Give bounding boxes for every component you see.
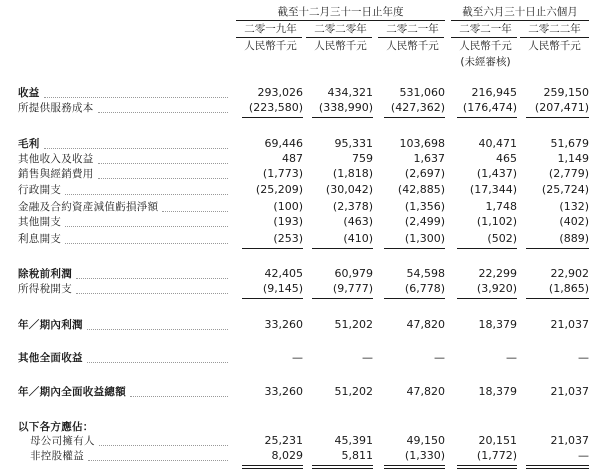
cell-value: (207,471) [534, 101, 589, 114]
column-total-rule [242, 117, 303, 118]
cell-value: 51,679 [550, 137, 589, 150]
column-total-rule-double [242, 468, 303, 469]
header-group-interim-rule [451, 20, 589, 21]
row-label: 除稅前利潤 [18, 268, 72, 280]
header-group-interim: 截至六月三十日止六個月 [462, 6, 578, 18]
column-total-rule [312, 248, 373, 249]
row-label: 非控股權益 [30, 450, 84, 462]
cell-value: (1,818) [332, 167, 373, 180]
cell-value: 54,598 [406, 267, 445, 280]
cell-value: 22,902 [550, 267, 589, 280]
row-label: 所得稅開支 [18, 283, 72, 295]
row-leader-dots [65, 242, 228, 244]
cell-value: (25,724) [541, 183, 589, 196]
column-total-rule-double [457, 468, 517, 469]
cell-value: (30,042) [325, 183, 373, 196]
column-total-rule-double [384, 468, 445, 469]
cell-value: 8,029 [271, 449, 303, 462]
cell-value: 216,945 [471, 86, 517, 99]
cell-value: 40,471 [478, 137, 517, 150]
cell-value: (1,330) [404, 449, 445, 462]
cell-value: (2,499) [404, 215, 445, 228]
cell-value: (253) [273, 232, 303, 245]
row-leader-dots [98, 177, 228, 179]
row-leader-dots [87, 328, 228, 330]
cell-value: 49,150 [406, 434, 445, 447]
cell-value: — [292, 351, 303, 364]
header-year-rule-4 [520, 37, 589, 38]
cell-value: 103,698 [399, 137, 445, 150]
cell-value: (427,362) [390, 101, 445, 114]
cell-value: (402) [559, 215, 589, 228]
row-leader-dots [44, 96, 228, 98]
row-label: 毛利 [18, 138, 40, 150]
cell-value: 47,820 [406, 385, 445, 398]
column-total-rule [526, 465, 589, 466]
column-total-rule [457, 248, 517, 249]
column-total-rule [384, 248, 445, 249]
row-leader-dots [44, 147, 228, 149]
cell-value: (176,474) [462, 101, 517, 114]
cell-value: (463) [343, 215, 373, 228]
column-total-rule [384, 298, 445, 299]
cell-value: — [578, 449, 589, 462]
cell-value: (223,580) [248, 101, 303, 114]
cell-value: 487 [282, 152, 303, 165]
cell-value: 33,260 [264, 318, 303, 331]
cell-value: 60,979 [334, 267, 373, 280]
cell-value: 95,331 [334, 137, 373, 150]
cell-value: 1,748 [485, 200, 517, 213]
row-label: 年／期內利潤 [18, 319, 83, 331]
cell-value: (193) [273, 215, 303, 228]
cell-value: (2,697) [404, 167, 445, 180]
row-label: 行政開支 [18, 184, 62, 196]
cell-value: (3,920) [476, 282, 517, 295]
row-label: 利息開支 [18, 233, 62, 245]
cell-value: 259,150 [543, 86, 589, 99]
column-total-rule [526, 117, 589, 118]
header-year-3: 二零二一年 [459, 23, 512, 35]
column-total-rule [384, 117, 445, 118]
header-unit-0: 人民幣千元 [244, 40, 297, 52]
cell-value: 42,405 [264, 267, 303, 280]
cell-value: 5,811 [341, 449, 373, 462]
row-leader-dots [87, 361, 228, 363]
cell-value: 22,299 [478, 267, 517, 280]
cell-value: (1,356) [404, 200, 445, 213]
header-group-annual-rule [236, 20, 445, 21]
row-leader-dots [99, 444, 228, 446]
cell-value: 45,391 [334, 434, 373, 447]
cell-value: 759 [352, 152, 373, 165]
column-total-rule [457, 298, 517, 299]
header-unit-4: 人民幣千元 [528, 40, 581, 52]
header-year-rule-0 [236, 37, 302, 38]
row-label: 收益 [18, 87, 40, 99]
cell-value: (410) [343, 232, 373, 245]
cell-value: 293,026 [257, 86, 303, 99]
header-year-0: 二零一九年 [244, 23, 297, 35]
row-leader-dots [76, 292, 228, 294]
cell-value: 21,037 [550, 434, 589, 447]
cell-value: 47,820 [406, 318, 445, 331]
cell-value: (100) [273, 200, 303, 213]
cell-value: 69,446 [264, 137, 303, 150]
cell-value: (1,102) [476, 215, 517, 228]
header-unaudited: (未經審核) [460, 56, 511, 68]
column-total-rule [312, 465, 373, 466]
column-total-rule [526, 298, 589, 299]
cell-value: (1,437) [476, 167, 517, 180]
header-year-2: 二零二一年 [386, 23, 439, 35]
row-leader-dots [98, 111, 228, 113]
cell-value: 1,637 [413, 152, 445, 165]
cell-value: 434,321 [327, 86, 373, 99]
row-leader-dots [130, 395, 228, 397]
cell-value: (6,778) [404, 282, 445, 295]
column-total-rule [457, 117, 517, 118]
row-label: 其他全面收益 [18, 352, 83, 364]
cell-value: (9,777) [332, 282, 373, 295]
cell-value: 33,260 [264, 385, 303, 398]
column-total-rule [526, 248, 589, 249]
row-label: 所提供服務成本 [18, 102, 94, 114]
cell-value: (1,300) [404, 232, 445, 245]
header-group-annual: 截至十二月三十一日止年度 [277, 6, 404, 18]
cell-value: 25,231 [264, 434, 303, 447]
row-label: 年／期內全面收益總額 [18, 386, 126, 398]
cell-value: (9,145) [262, 282, 303, 295]
cell-value: 20,151 [478, 434, 517, 447]
cell-value: 21,037 [550, 318, 589, 331]
header-year-rule-1 [306, 37, 372, 38]
row-label: 銷售與經銷費用 [18, 168, 94, 180]
row-leader-dots [65, 225, 228, 227]
cell-value: 21,037 [550, 385, 589, 398]
column-total-rule [312, 298, 373, 299]
header-unit-1: 人民幣千元 [314, 40, 367, 52]
cell-value: (338,990) [318, 101, 373, 114]
column-total-rule [384, 465, 445, 466]
row-label: 金融及合約資產減值虧損淨額 [18, 201, 159, 213]
cell-value: (17,344) [469, 183, 517, 196]
cell-value: — [506, 351, 517, 364]
cell-value: 18,379 [478, 318, 517, 331]
cell-value: 465 [496, 152, 517, 165]
cell-value: 51,202 [334, 318, 373, 331]
cell-value: — [434, 351, 445, 364]
row-leader-dots [98, 162, 228, 164]
cell-value: (502) [487, 232, 517, 245]
cell-value: (2,779) [548, 167, 589, 180]
cell-value: (1,773) [262, 167, 303, 180]
column-total-rule [242, 298, 303, 299]
cell-value: 18,379 [478, 385, 517, 398]
row-label: 其他開支 [18, 216, 62, 228]
row-leader-dots [88, 459, 228, 461]
row-label: 母公司擁有人 [30, 435, 95, 447]
column-total-rule [242, 248, 303, 249]
row-leader-dots [162, 210, 228, 212]
header-unit-3: 人民幣千元 [459, 40, 512, 52]
row-leader-dots [76, 277, 228, 279]
header-unit-2: 人民幣千元 [386, 40, 439, 52]
cell-value: (132) [559, 200, 589, 213]
cell-value: 531,060 [399, 86, 445, 99]
column-total-rule [457, 465, 517, 466]
cell-value: (42,885) [397, 183, 445, 196]
cell-value: (1,865) [548, 282, 589, 295]
cell-value: 1,149 [557, 152, 589, 165]
row-label: 以下各方應佔： [18, 421, 94, 433]
cell-value: — [578, 351, 589, 364]
cell-value: (25,209) [255, 183, 303, 196]
cell-value: (889) [559, 232, 589, 245]
cell-value: — [362, 351, 373, 364]
column-total-rule-double [312, 468, 373, 469]
cell-value: (2,378) [332, 200, 373, 213]
column-total-rule-double [526, 468, 589, 469]
header-year-rule-2 [378, 37, 444, 38]
column-total-rule [242, 465, 303, 466]
header-year-1: 二零二零年 [314, 23, 367, 35]
header-year-4: 二零二二年 [528, 23, 581, 35]
column-total-rule [312, 117, 373, 118]
cell-value: 51,202 [334, 385, 373, 398]
row-label: 其他收入及收益 [18, 153, 94, 165]
row-leader-dots [65, 193, 228, 195]
header-year-rule-3 [451, 37, 517, 38]
cell-value: (1,772) [476, 449, 517, 462]
